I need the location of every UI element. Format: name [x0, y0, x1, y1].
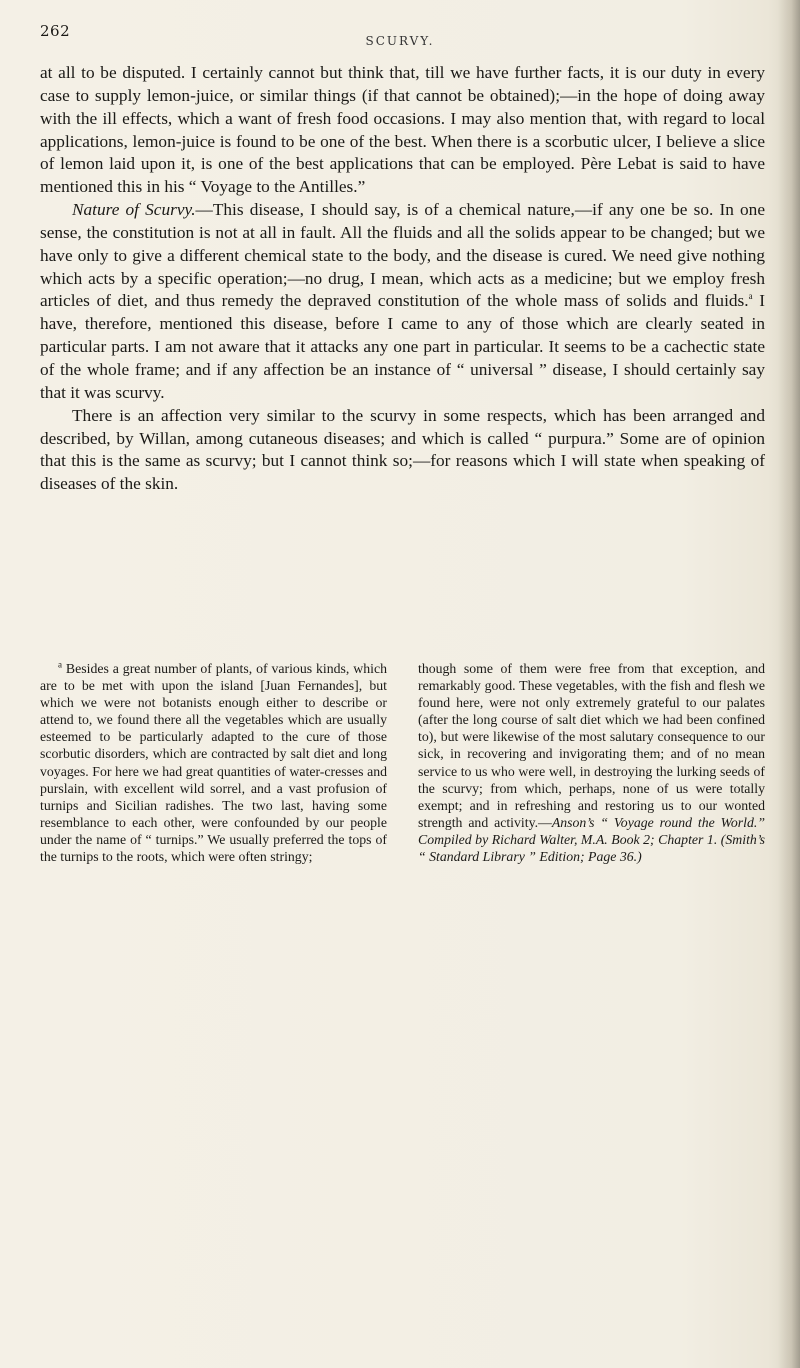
footnote-text-right: [418, 660, 765, 865]
paragraph-2: [40, 199, 765, 405]
page-edge-shadow: [778, 0, 800, 1368]
footnote-column-left: [40, 660, 387, 865]
footnote-col1-text: Besides a great number of plants, of various kinds, which are to be met with upon the island [Juan Fernandes], but which we were not botanists enough either to describe or attend to, we found there all the vegetables which are usually esteemed to be particularly adapted to the cure of those scorbutic disorders, which are contracted by salt diet and long voyages. For here we had great quantities of water-cresses and purslain, with excellent wild sorrel, and a vast profusion of turnips and Sicilian radishes. The two last, having some resemblance to each other, were confounded by our people under the name of “ turnips.” We usually preferred the tops of the turnips to the roots, which were often stringy;: [40, 661, 387, 865]
running-head: SCURVY.: [365, 34, 435, 48]
main-text: [40, 62, 765, 496]
footnote-column-right: [418, 660, 765, 865]
paragraph-1: at all to be disputed. I certainly cannot but think that, till we have further facts, it is our duty in every case to supply lemon-juice, or similar things (if that cannot be obtained);—in the hope of doing away with the ill effects, which a want of fresh food occasions. I may also mention that, with regard to local applications, lemon-juice is found to be one of the best. When there is a scorbutic ulcer, I believe a slice of lemon laid upon it, is one of the best applications that can be employed. Père Lebat is said to have mentioned this in his “ Voyage to the Antilles.”: [40, 63, 765, 197]
paragraph-2-text-b: I have, therefore, mentioned this disease, before I came to any of those which are clearly seated in particular parts. I am not aware that it attacks any one part in particular. It seems to be a cachectic state of the whole frame; and if any affection be an instance of “ universal ” disease, I should certainly say that it was scurvy.: [40, 291, 765, 402]
footnote-marker: a: [58, 659, 62, 670]
paragraph-3: There is an affection very similar to the scurvy in some respects, which has been arranged and described, by Willan, among cutaneous diseases; and which is called “ purpura.” Some are of opinion that this is the same as scurvy; but I cannot think so;—for reasons which I will state when speaking of diseases of the skin.: [40, 405, 765, 494]
section-heading-nature-of-scurvy: Nature of Scurvy.: [72, 200, 196, 220]
footnote-block: [40, 660, 765, 865]
footnote-citation: Anson’s “ Voyage round the World.” Compiled by Richard Walter, M.A. Book 2; Chapter 1. (Smith’s “ Standard Library ” Edition; Page 36.): [418, 814, 765, 865]
page-number: 262: [40, 22, 71, 40]
footnote-col2-text: though some of them were free from that exception, and remarkably good. These vegetables, with the fish and flesh we found here, were not only extremely grateful to our palates (after the long course of salt diet which we had been confined to), but were likewise of the most salutary consequence to our sick, in recovering and invigorating them; and of no mean service to us who were well, in destroying the lurking seeds of the scurvy; from which, perhaps, none of us were totally exempt; and in refreshing and restoring us to our wonted strength and activity.—: [418, 661, 765, 830]
footnote-reference: a: [748, 291, 753, 302]
footnote-text-left: [40, 660, 387, 865]
paragraph-2-text-a: —This disease, I should say, is of a chemical nature,—if any one be so. In one sense, the constitution is not at all in fault. All the fluids and all the solids appear to be changed; but we have only to give a different chemical state to the body, and the disease is cured. We need give nothing which acts by a specific operation;—no drug, I mean, which acts as a medicine; but we employ fresh articles of diet, and thus remedy the depraved constitution of the whole mass of solids and fluids.: [40, 200, 765, 311]
